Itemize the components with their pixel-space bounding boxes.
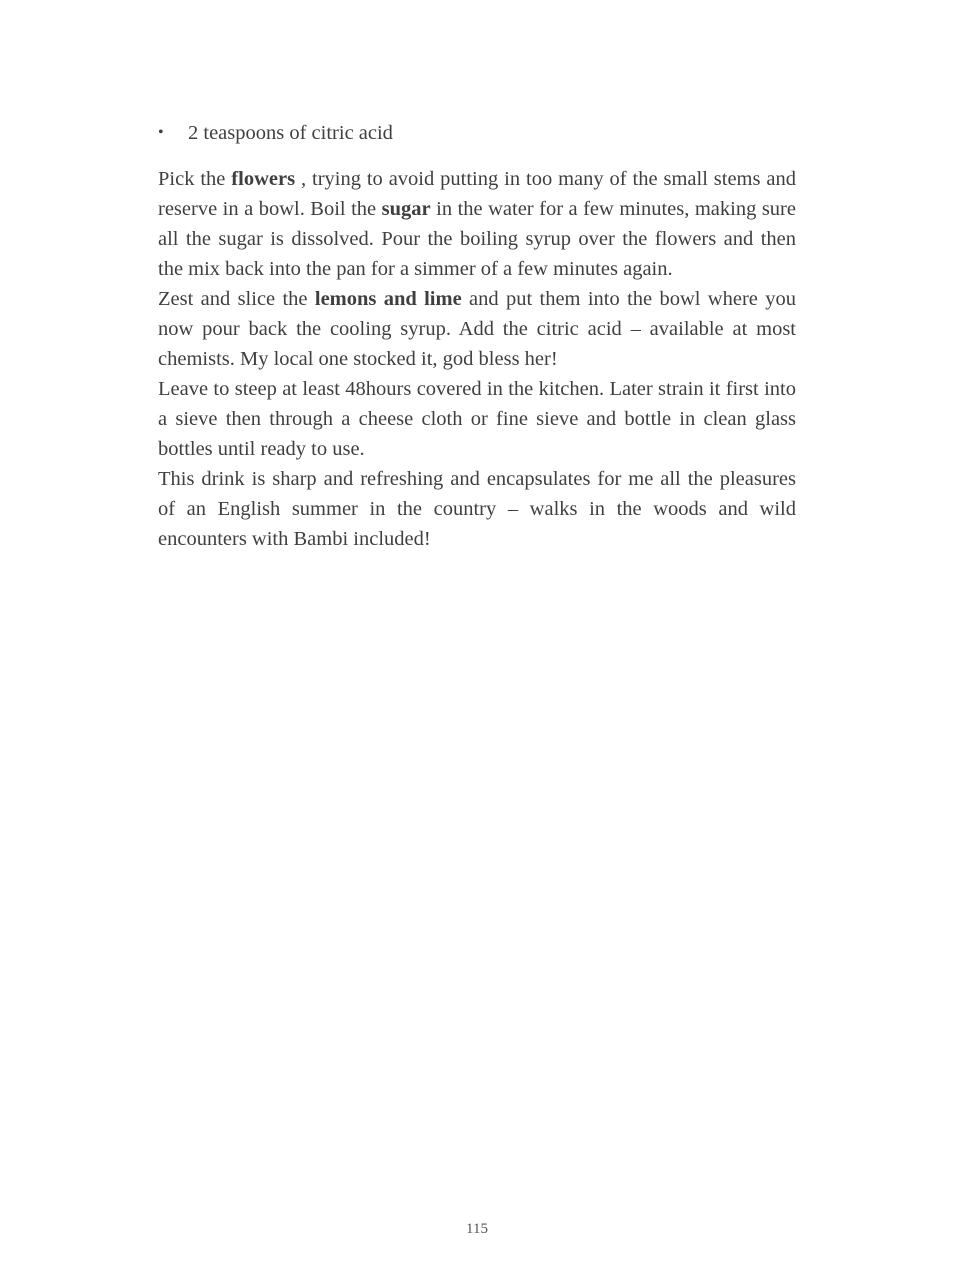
text-run: , trying to avoid putting in too many of the small stems and reserve in a bowl. Boil the	[158, 168, 796, 220]
list-item	[158, 118, 796, 148]
text-run: in the water for a few minutes, making sure all the sugar is dissolved. Pour the boiling syrup over the flowers and then the mix back into the pan for a simmer of a few minutes again.	[158, 198, 796, 280]
ingredient-text: 2 teaspoons of citric acid	[188, 122, 393, 144]
ingredient-list	[158, 118, 796, 148]
text-run: Leave to steep at least 48hours covered in the kitchen. Later strain it first into a sieve then through a cheese cloth or fine sieve and bottle in clean glass bottles until ready to use.	[158, 378, 796, 460]
page-body	[158, 118, 796, 554]
paragraph-pick-flowers	[158, 164, 796, 284]
bold-text-run: flowers	[231, 168, 296, 190]
bullet-icon: •	[158, 124, 164, 141]
text-run: This drink is sharp and refreshing and encapsulates for me all the pleasures of an English summer in the country – walks in the woods and wild encounters with Bambi included!	[158, 468, 796, 550]
bold-text-run: sugar	[381, 198, 431, 220]
text-run: Zest and slice the	[158, 288, 315, 310]
page-number: 115	[466, 1221, 488, 1237]
text-run: and put them into the bowl where you now pour back the cooling syrup. Add the citric acid – available at most chemists. My local one stocked it, god bless her!	[158, 288, 796, 370]
paragraph-closing	[158, 464, 796, 554]
paragraph-zest-lemons	[158, 284, 796, 374]
bold-text-run: lemons and lime	[314, 288, 462, 310]
paragraph-steep	[158, 374, 796, 464]
text-run: Pick the	[158, 168, 232, 190]
